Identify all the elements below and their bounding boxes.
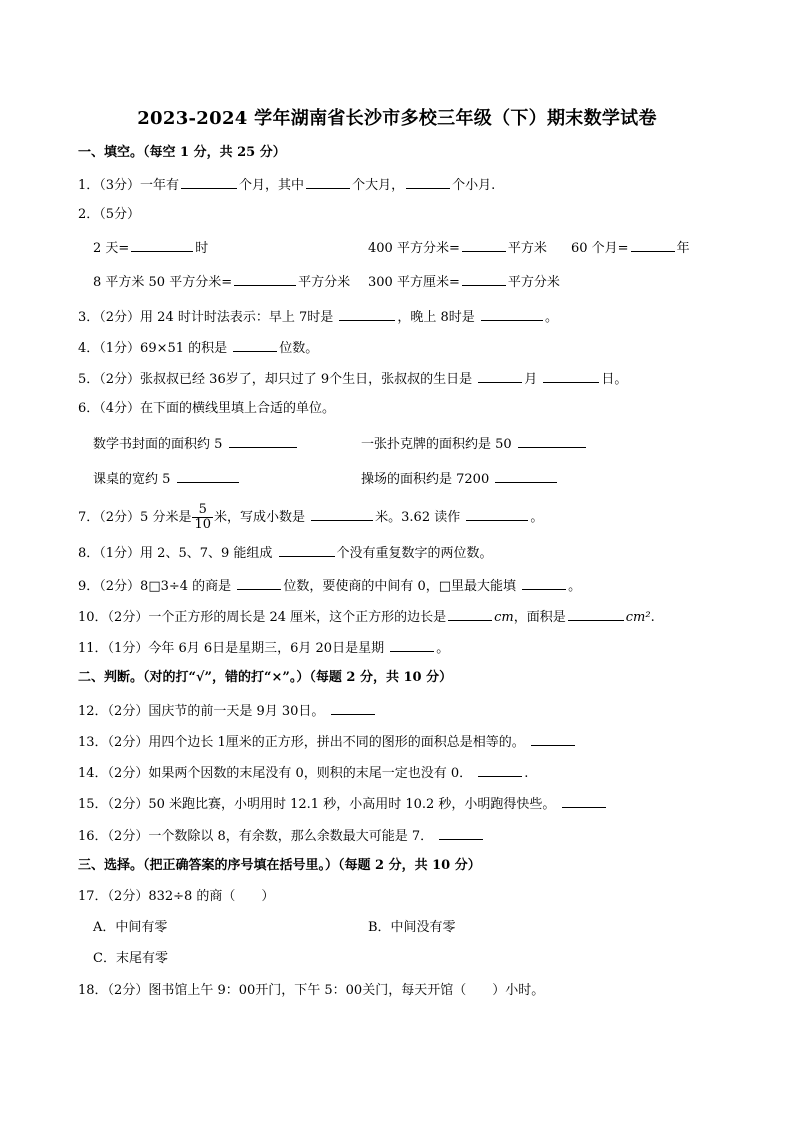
question-17-option-b: B．中间没有零 — [368, 920, 456, 935]
question-12: 12．（2分）国庆节的前一天是 9月 30日。 — [78, 701, 377, 721]
question-6: 6．（4分）在下面的横线里填上合适的单位。 — [78, 401, 336, 416]
question-8: 8．（1分）用 2、5、7、9 能组成 个没有重复数字的两位数。 — [78, 543, 493, 563]
question-1: 1．（3分）一年有 个月，其中 个大月， 个小月. — [78, 175, 495, 195]
question-14: 14．（2分）如果两个因数的末尾没有 0，则积的末尾一定也没有 0． . — [78, 763, 528, 783]
question-6-item3: 课桌的宽约 5 — [93, 469, 241, 489]
question-17-option-c: C．末尾有零 — [93, 951, 168, 966]
question-16: 16．（2分）一个数除以 8，有余数，那么余数最大可能是 7． — [78, 826, 485, 846]
question-17-option-a: A．中间有零 — [93, 920, 168, 935]
question-7: 7．（2分）5 分米是 $\frac{5}{10}$ 米，写成小数是 米。3.62 读作 。 — [78, 502, 544, 532]
question-2-part5: 300 平方厘米= 平方分米 — [368, 272, 560, 292]
question-2-part3: 60 个月= 年 — [571, 238, 690, 258]
question-2-part2: 400 平方分米= 平方米 — [368, 238, 547, 258]
question-11: 11．（1分）今年 6月 6日是星期三，6月 20日是星期 。 — [78, 638, 449, 658]
fraction-5-10: $\frac{5}{10}$ — [194, 502, 211, 532]
section-multiple-choice: 三、选择。（把正确答案的序号填在括号里。）（每题 2 分，共 10 分） — [78, 858, 481, 873]
question-9: 9．（2分）8□3÷4 的商是 位数，要使商的中间有 0，□里最大能填 。 — [78, 576, 581, 596]
question-6-item1: 数学书封面的面积约 5 — [93, 434, 299, 454]
question-2-part4: 8 平方米 50 平方分米= 平方分米 — [93, 272, 350, 292]
question-17: 17．（2分）832÷8 的商（ ） — [78, 889, 275, 904]
question-2-part1: 2 天= 时 — [93, 238, 208, 258]
section-fill-in: 一、填空。（每空 1 分，共 25 分） — [78, 145, 286, 160]
question-18: 18．（2分）图书馆上午 9：00开门，下午 5：00关门，每天开馆（ ）小时。 — [78, 983, 545, 998]
question-2: 2．（5分） — [78, 207, 141, 222]
question-13: 13．（2分）用四个边长 1厘米的正方形，拼出不同的图形的面积总是相等的。 — [78, 732, 577, 752]
question-3: 3．（2分）用 24 时计时法表示：早上 7时是 ，晚上 8时是 。 — [78, 307, 558, 327]
question-5: 5．（2分）张叔叔已经 36岁了，却只过了 9个生日，张叔叔的生日是 月 日。 — [78, 369, 627, 389]
exam-title: 2023-2024 学年湖南省长沙市多校三年级（下）期末数学试卷 — [137, 108, 657, 129]
question-6-item4: 操场的面积约是 7200 — [361, 469, 559, 489]
question-4: 4．（1分）69×51 的积是 位数。 — [78, 338, 318, 358]
question-10: 10．（2分）一个正方形的周长是 24 厘米，这个正方形的边长是 cm，面积是 cm². — [78, 607, 655, 627]
section-true-false: 二、判断。（对的打“√”，错的打“×”。）（每题 2 分，共 10 分） — [78, 670, 453, 685]
question-6-item2: 一张扑克牌的面积约是 50 — [361, 434, 588, 454]
question-15: 15．（2分）50 米跑比赛，小明用时 12.1 秒，小高用时 10.2 秒，小明跑得快些。 — [78, 794, 608, 814]
